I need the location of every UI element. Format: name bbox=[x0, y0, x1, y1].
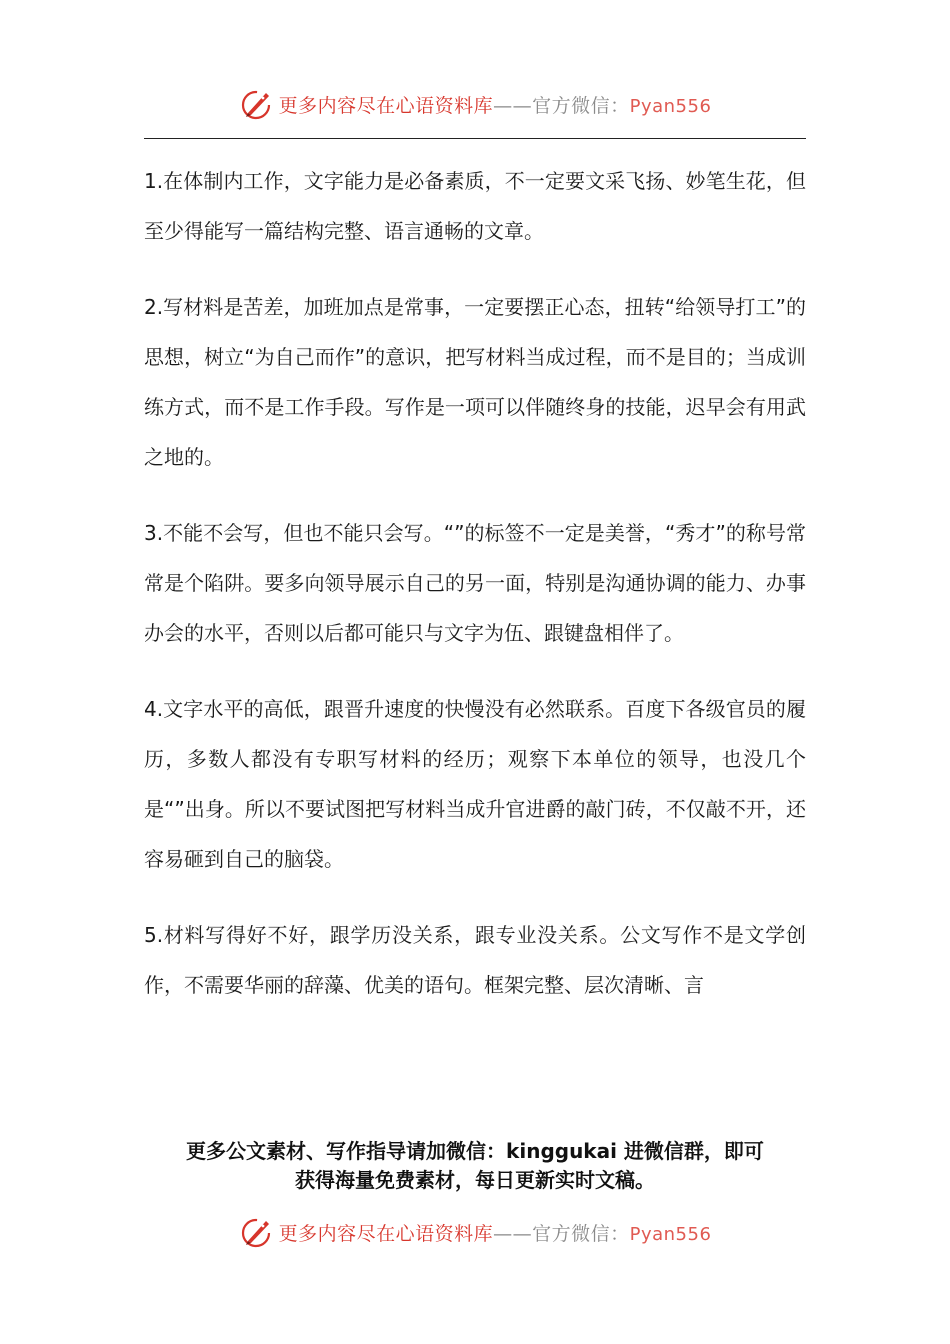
footer-banner-wx-id: Pyan556 bbox=[629, 1223, 712, 1245]
header-banner bbox=[0, 84, 950, 124]
footer-banner bbox=[0, 1212, 950, 1252]
paragraph-4: 4.文字水平的高低，跟晋升速度的快慢没有必然联系。百度下各级官员的履历，多数人都没有专职写材料的经历；观察下本单位的领导，也没几个是“”出身。所以不要试图把写材料当成升官进爵的敲门砖，不仅敲不开，还容易砸到自己的脑袋。 bbox=[144, 697, 806, 871]
paragraph-2: 2.写材料是苦差，加班加点是常事，一定要摆正心态，扭转“给领导打工”的思想，树立“为自己而作”的意识，把写材料当成过程，而不是目的；当成训练方式，而不是工作手段。写作是一项可以伴随终身的技能，迟早会有用武之地的。 bbox=[144, 295, 806, 469]
footer-cta-line-2: 获得海量免费素材，每日更新实时文稿。 bbox=[295, 1168, 655, 1192]
pen-nib-logo-icon bbox=[239, 1214, 275, 1250]
footer-cta bbox=[100, 1137, 850, 1195]
footer-banner-dash: —— bbox=[493, 1222, 533, 1245]
footer-banner-wx-label: 官方微信： bbox=[532, 1222, 630, 1245]
pen-nib-logo-icon bbox=[239, 86, 275, 122]
document-body bbox=[144, 156, 806, 1036]
paragraph-1: 1.在体制内工作，文字能力是必备素质，不一定要文采飞扬、妙笔生花，但至少得能写一篇结构完整、语言通畅的文章。 bbox=[144, 169, 806, 243]
footer-cta-line-1: 更多公文素材、写作指导请加微信：kinggukai 进微信群，即可 bbox=[186, 1139, 764, 1163]
paragraph-5: 5.材料写得好不好，跟学历没关系，跟专业没关系。公文写作不是文学创作，不需要华丽的辞藻、优美的语句。框架完整、层次清晰、言 bbox=[144, 923, 806, 997]
header-divider bbox=[144, 138, 806, 139]
header-banner-main: 更多内容尽在心语资料库 bbox=[278, 94, 494, 117]
header-banner-text bbox=[279, 91, 712, 118]
paragraph-3: 3.不能不会写，但也不能只会写。“”的标签不一定是美誉，“秀才”的称号常常是个陷阱。要多向领导展示自己的另一面，特别是沟通协调的能力、办事办会的水平，否则以后都可能只与文字为伍、跟键盘相伴了。 bbox=[144, 521, 806, 645]
header-banner-wx-label: 官方微信： bbox=[532, 94, 630, 117]
footer-banner-main: 更多内容尽在心语资料库 bbox=[278, 1222, 494, 1245]
header-banner-wx-id: Pyan556 bbox=[629, 95, 712, 117]
footer-banner-text bbox=[279, 1219, 712, 1246]
header-banner-dash: —— bbox=[493, 94, 533, 117]
